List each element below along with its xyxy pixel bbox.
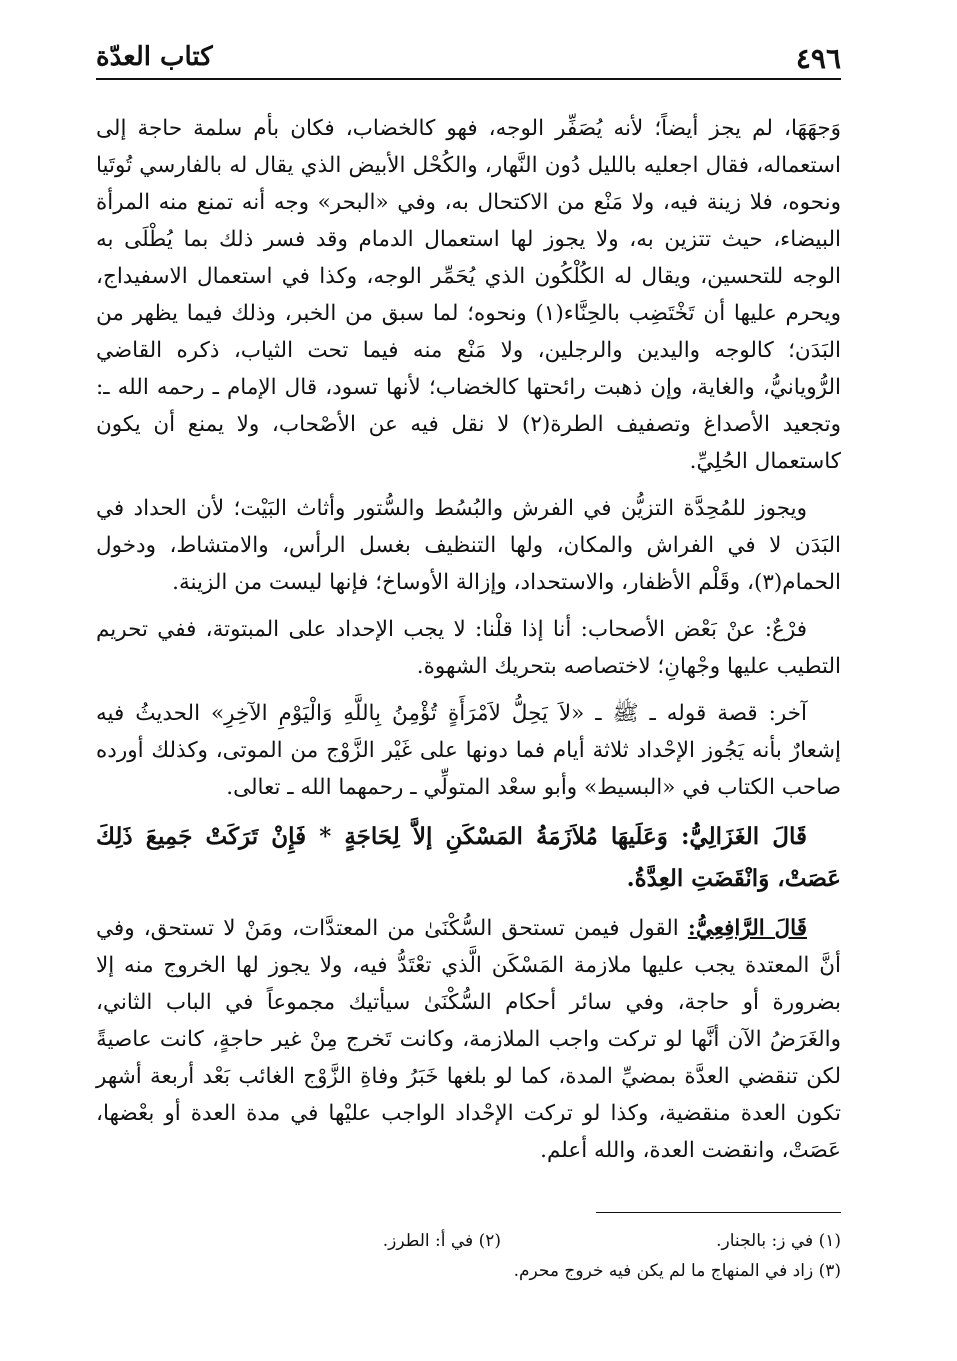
paragraph-2: ويجوز للمُحِدَّة التزيُّن في الفرش والبُسُط والسُّتور وأثاث البَيْت؛ لأن الحداد في البَدَن لا في الفراش والمكان، ولها التنظيف بغسل الرأس، والامتشاط، ودخول الحمام(٣)، وقَلْم الأظفار، والاستحداد، وإزالة الأوساخ؛ فإنها ليست من الزينة. [96,496,841,595]
page-header [96,38,841,80]
footnotes [96,1226,841,1286]
paragraph-4: آخر: قصة قوله ـ ﷺ ـ «لاَ يَحِلُّ لاَمْرَأَةٍ تُؤْمِنُ بِاللَّهِ وَالْيَوْمِ الآخِرِ» الحديثُ فيه إشعارٌ بأنه يَجُوز الإحْداد ثلاثة أيام فما دونها على غَيْر الزَّوْج من الموتى، وكذلك أورده صاحب الكتاب في «البسيط» وأبو سعْد المتولِّي ـ رحمهما الله ـ تعالى. [96,701,841,800]
paragraph-3: فرْعٌ: عنْ بَعْض الأصحاب: أنا إذا قلْنا: لا يجب الإحداد على المبتوتة، ففي تحريم التطيب عليها وجْهانِ؛ لاختصاصه بتحريك الشهوة. [96,617,841,679]
footnote-1: (١) في ز: بالجنار. [716,1231,841,1251]
rafii-commentary [96,910,841,1169]
footnote-2: (٢) في أ: الطرز. [382,1231,501,1251]
running-title: كتاب العدّة [96,42,213,72]
main-text [96,110,841,1179]
footnote-divider [596,1212,841,1213]
page-number: ٤٩٦ [795,42,841,75]
rafii-text: القول فيمن تستحق السُّكْنَىٰ من المعتدَّات، ومَنْ لا تستحق، وفي أنَّ المعتدة يجب عليها ملازمة المَسْكَن الَّذي تعْتَدُّ فيه، ولا يجوز لها الخروج منه إلا بضرورة أو حاجة، وفي سائر أحكام السُّكْنَىٰ سيأتيك مجموعاً في الباب الثاني، والغَرَضُ الآن أنَّها لو تركت واجب الملازمة، وكانت تَخرج مِنْ غير حاجةٍ، كانت عاصيةً لكن تنقضي العدَّة بمضيِّ المدة، كما لو بلغها خَبَرُ وفاةِ الزَّوْج الغائب بَعْد أربعة أشهر تكون العدة منقضية، وكذا لو تركت الإحْداد الواجب عليْها في مدة العدة أو بعْضها، عَصَتْ، وانقضت العدة، والله أعلم. [96,916,841,1163]
ghazali-quote: قَالَ الغَزَالِيُّ: وَعَلَيهَا مُلاَزَمَةُ المَسْكَنِ إلاَّ لِحَاجَةٍ * فَإِنْ تَرَكَتْ جَمِيعَ ذَلِكَ عَصَتْ، وَانْقَضَتِ العِدَّةُ. [96,823,841,892]
rafii-label: قَالَ الرَّافِعِيُّ: [687,916,807,941]
footnote-3: (٣) زاد في المنهاج ما لم يكن فيه خروج محرم. [513,1261,841,1281]
paragraph-1: وَجهَهَا، لم يجز أيضاً؛ لأنه يُصَفِّر الوجه، فهو كالخضاب، فكان بأم سلمة حاجة إلى استعماله، فقال اجعليه بالليل دُون النَّهار، والكُحْل الأبيض الذي يقال له بالفارسي تُوتَيا ونحوه، فلا زينة فيه، ولا مَنْع من الاكتحال به، وفي «البحر» وجه أنه تمنع منه المرأة البيضاء، حيث تتزين به، ولا يجوز لها استعمال الدمام وقد فسر ذلك بما يُطْلَى به الوجه للتحسين، ويقال له الكُلْكُون الذي يُحَمِّر الوجه، وكذا في استعمال الاسفيداج، ويحرم عليها أن تَخْتَضِب بالحِنَّاء(١) ونحوه؛ لما سبق من الخبر، وذلك فيما يظهر من البَدَن؛ كالوجه واليدين والرجلين، ولا مَنْع منه فيما تحت الثياب، ذكره القاضي الرُّويانيُّ، والغاية، وإن ذهبت رائحتها كالخضاب؛ لأنها تسود، قال الإمام ـ رحمه الله ـ: وتجعيد الأصداغ وتصفيف الطرة(٢) لا نقل فيه عن الأصْحاب، ولا يمنع أن يكون كاستعمال الحُلِيِّ. [96,116,841,474]
